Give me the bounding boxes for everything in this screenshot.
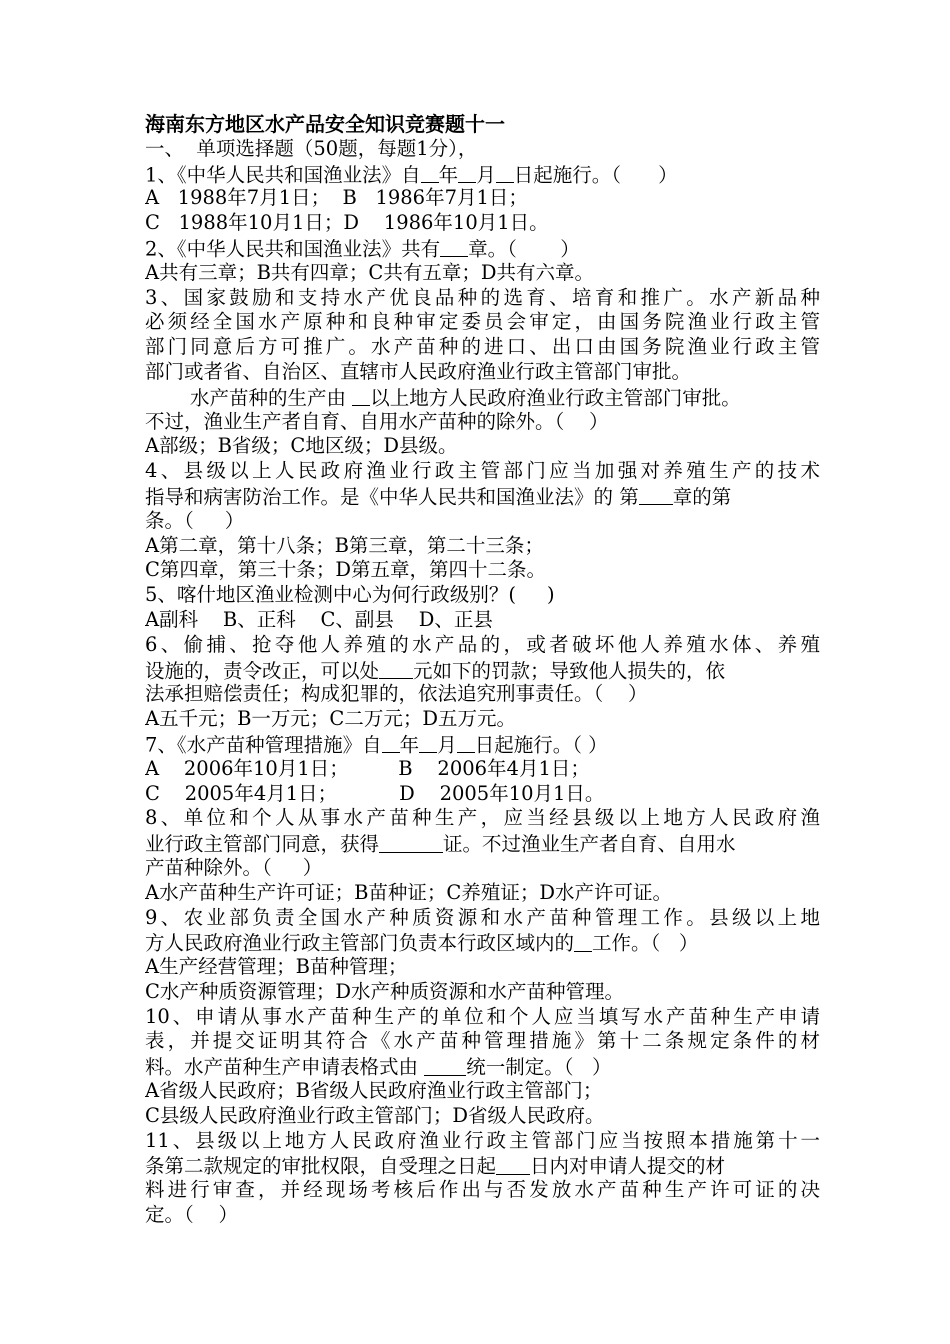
question-text: 7、《水产苗种管理措施》自 xyxy=(145,733,382,757)
question-3-line: 不过，渔业生产者自育、自用水产苗种的除外。（ ） xyxy=(145,409,609,433)
question-1 xyxy=(145,162,820,187)
question-3-line xyxy=(145,385,820,410)
question-text: 证。不过渔业生产者自育、自用水 xyxy=(443,832,736,856)
question-10-line xyxy=(145,1054,820,1079)
question-10-line: 10、申请从事水产苗种生产的单位和个人应当填写水产苗种生产申请 xyxy=(145,1004,820,1028)
options-line: C 2005年4月1日； D 2005年10月1日。 xyxy=(145,781,605,805)
question-3-line: 必须经全国水产原种和良种审定委员会审定，由国务院渔业行政主管 xyxy=(145,310,820,334)
question-4-line: 条。（ ） xyxy=(145,508,245,532)
question-11-line: 料进行审查，并经现场考核后作出与否发放水产苗种生产许可证的决 xyxy=(145,1178,820,1202)
answer-blank xyxy=(457,732,475,753)
options-line: A省级人民政府；B省级人民政府渔业行政主管部门； xyxy=(145,1079,603,1103)
question-text: 1、《中华人民共和国渔业法》自 xyxy=(145,163,421,187)
question-8-line xyxy=(145,831,820,856)
question-9-line: 9、农业部负责全国水产种质资源和水产苗种管理工作。县级以上地 xyxy=(145,905,820,929)
question-6-line: 6、偷捕、抢夺他人养殖的水产品的，或者破坏他人养殖水体、养殖 xyxy=(145,632,820,656)
question-text: 年 xyxy=(399,733,420,757)
question-11-line: 11、县级以上地方人民政府渔业行政主管部门应当按照本措施第十一 xyxy=(145,1128,820,1152)
question-text: 水产苗种的生产由 xyxy=(190,386,353,410)
question-text: 章。（ ） xyxy=(468,237,580,261)
question-4-line: 4、县级以上人民政府渔业行政主管部门应当加强对养殖生产的技术 xyxy=(145,459,820,483)
question-6-line: 法承担赔偿责任；构成犯罪的，依法追究刑事责任。（ ） xyxy=(145,682,648,706)
answer-blank xyxy=(352,385,370,406)
document-title: 海南东方地区水产品安全知识竞赛题十一 xyxy=(145,112,505,136)
question-text: 条第二款规定的审批权限，自受理之日起 xyxy=(145,1155,497,1178)
options-line: A共有三章；B共有四章；C共有五章；D共有六章。 xyxy=(145,260,594,284)
options-line: A生产经营管理；B苗种管理； xyxy=(145,955,408,979)
question-text: 工作。（ ） xyxy=(592,931,699,955)
options-line: A五千元；B一万元；C二万元；D五万元。 xyxy=(145,707,516,731)
answer-blank xyxy=(496,162,514,183)
options-line: C县级人民政府渔业行政主管部门；D省级人民政府。 xyxy=(145,1103,605,1127)
question-text: 料。水产苗种生产申请表格式由 xyxy=(145,1055,425,1079)
question-9-line xyxy=(145,930,820,955)
answer-blank xyxy=(424,1054,466,1075)
options-line: A部级；B省级；C地区级；D县级。 xyxy=(145,434,458,458)
question-4-line xyxy=(145,484,820,509)
question-text: 日起施行。（ ） xyxy=(474,733,608,757)
options-line: A副科 B、正科 C、副县 D、正县 xyxy=(145,607,493,631)
question-text: 设施的，责令改正，可以处 xyxy=(145,659,380,683)
options-line: A第二章，第十八条；B第三章，第二十三条； xyxy=(145,533,544,557)
document-page xyxy=(145,112,820,1228)
question-3-line: 部门或者省、自治区、直辖市人民政府渔业行政主管部门审批。 xyxy=(145,359,692,383)
options-line: C第四章，第三十条；D第五章，第四十二条。 xyxy=(145,558,547,582)
question-text: 业行政主管部门同意，获得 xyxy=(145,832,380,856)
options-line: A水产苗种生产许可证；B苗种证；C养殖证；D水产许可证。 xyxy=(145,880,672,904)
question-8-line: 8、单位和个人从事水产苗种生产，应当经县级以上地方人民政府渔 xyxy=(145,806,820,830)
question-3-line: 部门同意后方可推广。水产苗种的进口、出口由国务院渔业行政主管 xyxy=(145,335,820,359)
question-6-line xyxy=(145,658,820,683)
question-text: 章的第 xyxy=(672,485,732,509)
question-text: 年 xyxy=(438,163,459,187)
question-11-line xyxy=(145,1153,820,1178)
question-text: 以上地方人民政府渔业行政主管部门审批。 xyxy=(370,386,741,410)
question-7 xyxy=(145,732,820,757)
answer-blank xyxy=(496,1153,530,1174)
question-11-line: 定。（ ） xyxy=(145,1203,239,1227)
answer-blank xyxy=(574,930,592,951)
answer-blank xyxy=(419,732,437,753)
answer-blank xyxy=(639,484,673,505)
answer-blank xyxy=(382,732,400,753)
question-8-line: 产苗种除外。（ ） xyxy=(145,855,323,879)
section-heading: 一、 单项选择题（50题，每题1分）， xyxy=(145,136,478,160)
question-10-line: 表，并提交证明其符合《水产苗种管理措施》第十二条规定条件的材 xyxy=(145,1029,820,1053)
question-2 xyxy=(145,236,820,261)
question-text: 元如下的罚款；导致他人损失的，依 xyxy=(413,659,726,683)
question-text: 月 xyxy=(476,163,496,187)
options-line: C 1988年10月1日；D 1986年10月1日。 xyxy=(145,211,549,235)
answer-blank xyxy=(379,658,413,679)
question-text: 2、《中华人民共和国渔业法》共有 xyxy=(145,237,441,261)
question-text: 统一制定。（ ） xyxy=(466,1055,612,1079)
question-text: 指导和病害防治工作。是《中华人民共和国渔业法》的 第 xyxy=(145,485,639,509)
answer-blank xyxy=(440,236,468,257)
options-line: A 2006年10月1日； B 2006年4月1日； xyxy=(145,756,590,780)
answer-blank xyxy=(458,162,476,183)
question-text: 日起施行。（ ） xyxy=(513,163,678,187)
question-text: 方人民政府渔业行政主管部门负责本行政区域内的 xyxy=(145,931,575,955)
question-text: 月 xyxy=(437,733,457,757)
question-text: 日内对申请人提交的材 xyxy=(530,1155,726,1178)
question-3-line: 3、国家鼓励和支持水产优良品种的选育、培育和推广。水产新品种 xyxy=(145,285,820,309)
answer-blank xyxy=(421,162,439,183)
options-line: C水产种质资源管理；D水产种质资源和水产苗种管理。 xyxy=(145,979,625,1003)
question-5-line: 5、喀什地区渔业检测中心为何行政级别？( ) xyxy=(145,583,555,607)
options-line: A 1988年7月1日； B 1986年7月1日； xyxy=(145,186,528,210)
answer-blank xyxy=(379,831,443,852)
